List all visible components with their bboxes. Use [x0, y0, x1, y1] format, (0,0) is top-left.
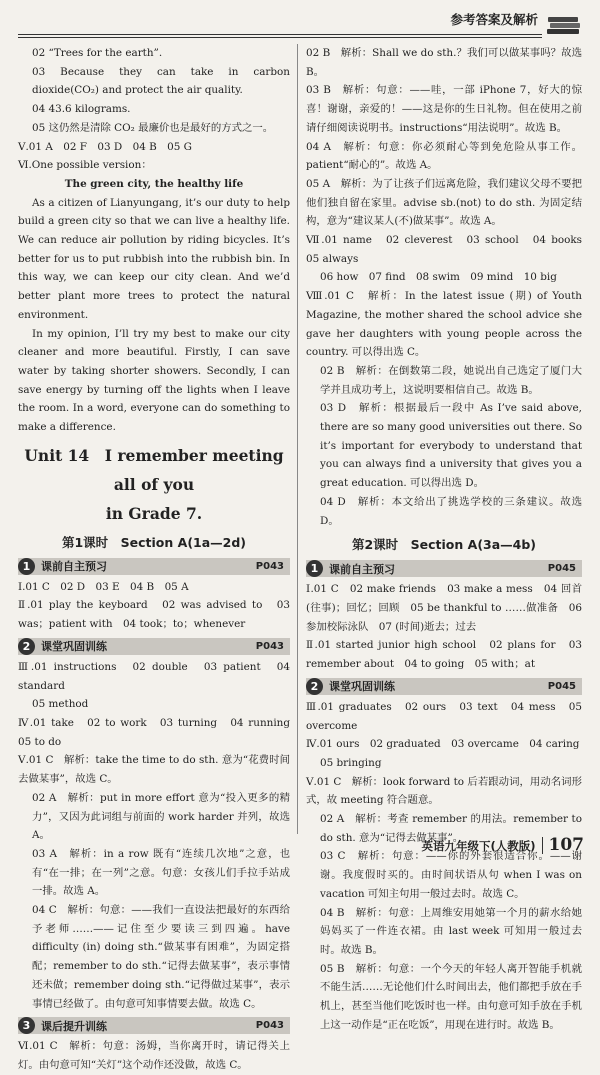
answer-line: Ⅰ.01 C 02 D 03 E 04 B 05 A — [18, 580, 189, 593]
answer-line: 04 D 解析：本文给出了挑选学校的三条建议。故选 D。 — [320, 495, 582, 527]
book-stack-icon — [546, 14, 582, 36]
unit-title-line-1: Unit 14 I remember meeting all of you — [24, 445, 284, 494]
answer-line: 06 how 07 find 08 swim 09 mind 10 big — [320, 271, 557, 284]
section-bar-classroom — [306, 678, 582, 695]
section-label: 课堂巩固训练 — [41, 640, 107, 654]
answer-line: 03 D 解析：根据最后一段中 As I’ve said above, there are so many good universities out there. So it’s important for everybody to understand that you can always find a university that gives you a great education. 可以得出选 D。 — [320, 402, 582, 490]
header-title: 参考答案及解析 — [450, 12, 538, 27]
answer-line: 03 Because they can take in carbon dioxide(CO₂) and protect the air quality. — [32, 65, 290, 97]
answer-line: 04 C 解析：句意：——我们一直设法把最好的东西给予老师……——记住至少要读三到四遍。have difficulty (in) doing sth.“做某事有困难”，为固定搭配；remember to do sth.“记得去做某事”，表示事情还未做；remember doing sth.“记得做过某事”，表示事情已经做了。由句意可知事情要去做。故选 C。 — [32, 904, 290, 1010]
section-bar-preview — [18, 558, 290, 575]
section-label: 课前自主预习 — [41, 560, 107, 574]
unit-title — [18, 441, 290, 528]
section-number: 2 — [306, 678, 323, 695]
section-bar-preview — [306, 560, 582, 577]
answer-line: 02 A 解析：put in more effort 意为“投入更多的精力”，又因为此词组与前面的 work harder 并列，故选 A。 — [32, 791, 290, 842]
answer-line: Ⅵ.01 C 解析：句意：汤姆，当你离开时，请记得关上灯。由句意可知“关灯”这个动作还没做，故选 C。 — [18, 1040, 290, 1071]
essay-paragraph: In my opinion, I’ll try my best to make our city cleaner and more beautiful. Firstly, I can save water by taking shorter showers. Secondly, I can save energy by turning off the lights when I leave the room. In a word, everyone can do something to make a difference. — [18, 327, 290, 434]
answer-line: Ⅴ.01 C 解析：take the time to do sth. 意为“花费时间去做某事”，故选 C。 — [18, 754, 290, 786]
answer-line: 05 bringing — [320, 756, 382, 769]
section-page-ref: P043 — [255, 640, 284, 652]
section-label: 课前自主预习 — [329, 562, 395, 576]
page-number: 107 — [542, 837, 585, 854]
header-rule — [18, 34, 542, 35]
answer-line: 02 B 解析：在倒数第二段，她说出自己选定了厦门大学并且成功考上，这说明要相信自己。故选 B。 — [320, 364, 582, 396]
answer-line: 04 B 解析：句意：上周维安用她第一个月的薪水给她妈妈买了一件连衣裙。由 last week 可知用一般过去时。故选 B。 — [320, 906, 582, 956]
section-bar-after-class — [18, 1017, 290, 1034]
section-label: 课后提升训练 — [41, 1019, 107, 1033]
section-label: 课堂巩固训练 — [329, 680, 395, 694]
section-page-ref: P045 — [547, 680, 576, 692]
section-page-ref: P043 — [255, 560, 284, 572]
lesson-title: 第1课时 Section A(1a—2d) — [61, 534, 247, 550]
section-number: 1 — [306, 560, 323, 577]
answer-line: Ⅳ.01 ours 02 graduated 03 overcame 04 caring — [306, 738, 580, 751]
answer-line: Ⅲ.01 graduates 02 ours 03 text 04 mess 05 overcome — [306, 700, 582, 732]
essay-title: The green city, the healthy life — [64, 177, 244, 190]
answer-line: 02 B 解析：Shall we do sth.？我们可以做某事吗？故选 B。 — [306, 47, 582, 78]
answer-line: 05 这仍然是清除 CO₂ 最廉价也是最好的方式之一。 — [32, 121, 274, 134]
answers-block-a — [18, 44, 290, 175]
column-divider — [297, 44, 298, 834]
section-number: 3 — [18, 1017, 35, 1034]
answer-line: 04 A 解析：句意：你必须耐心等到免危险从事工作。patient“耐心的”。故选 A。 — [306, 140, 582, 172]
answer-line: Ⅲ.01 instructions 02 double 03 patient 04 standard — [18, 660, 290, 692]
lesson-title: 第2课时 Section A(3a—4b) — [351, 537, 537, 553]
answer-line: Ⅶ.01 name 02 cleverest 03 school 04 books 05 always — [306, 234, 593, 265]
answer-line: 03 A 解析：in a row 既有“连续几次地”之意，也有“在一排；在一列”之意。句意：女孩儿们手拉手站成一排。故选 A。 — [32, 847, 290, 898]
unit-title-line-2: in Grade 7. — [105, 503, 203, 523]
answer-line: Ⅱ.01 play the keyboard 02 was advised to 03 was；patient with 04 took；to；whenever — [18, 599, 290, 631]
answer-line: 05 A 解析：为了让孩子们远离危险，我们建议父母不要把他们独自留在家里。advise sb.(not) to do sth. 为固定结构，意为“建议某人(不)做某事”。故选 A。 — [306, 177, 582, 228]
right-column — [306, 44, 593, 1034]
answer-line: 05 method — [32, 698, 89, 711]
answer-line: 03 B 解析：句意：——哇，一部 iPhone 7，好大的惊喜！谢谢，亲爱的！——这是你的生日礼物。但在使用之前请仔细阅读说明书。instructions“用法说明”。故选 B。 — [306, 84, 582, 134]
answer-line: 05 B 解析：句意：一个今天的年轻人离开智能手机就不能生活……无论他们什么时间出去，他们都把手放在手机上，甚至当他们吃饭时也一样。由句意可知手放在手机上这一动作是“正在吃饭”，用现在进行时。故选 B。 — [320, 962, 582, 1031]
section-page-ref: P045 — [547, 563, 576, 575]
answer-line: 04 43.6 kilograms. — [32, 103, 131, 116]
essay-paragraph: As a citizen of Lianyungang, it’s our duty to help build a green city so that we can live a healthy life. We can reduce air pollution by riding bicycles. It’s better for us to put rubbish into the rubbish bin. In this way, we can keep our city clean. And we’d better plant more trees to protect the natural environment. — [18, 196, 290, 321]
answer-line: Ⅴ.01 C 解析：look forward to 后若跟动词，用动名词形式，故 meeting 符合题意。 — [306, 775, 582, 807]
answer-line: Ⅴ.01 A 02 F 03 D 04 B 05 G — [18, 140, 192, 153]
answer-line: Ⅱ.01 started junior high school 02 plans for 03 remember about 04 to going 05 with；at — [306, 639, 582, 671]
footer-book-title: 英语九年级下(人教版) — [421, 839, 536, 853]
answer-line: Ⅵ.One possible version： — [18, 159, 152, 172]
section-number: 1 — [18, 558, 35, 575]
header-rule-double — [18, 37, 542, 38]
answer-line: Ⅳ.01 take 02 to work 03 turning 04 running 05 to do — [18, 716, 301, 748]
answer-line: 03 C 解析：句意：——你的外套很适合你。——谢谢。我度假时买的。由时间状语从句 when I was on vacation 可知主句用一般过去时。故选 C。 — [320, 850, 582, 900]
answer-line: Ⅷ.01 C 解析：In the latest issue (期) of Youth Magazine, the mother shared the school advice she gave her daughters with young people across the country. 可以得出选 C。 — [306, 290, 582, 359]
left-column — [18, 44, 301, 1075]
answer-line: Ⅰ.01 C 02 make friends 03 make a mess 04 回首(往事)；回忆；回顾 05 be thankful to ……做准备 06 参加校际泳队 07 (时间)逝去；过去 — [306, 583, 582, 633]
section-bar-classroom — [18, 638, 290, 655]
section-page-ref: P043 — [255, 1020, 284, 1032]
page-footer — [421, 837, 584, 854]
page-header — [0, 0, 600, 40]
section-number: 2 — [18, 638, 35, 655]
answer-line: 02 “Trees for the earth”. — [32, 47, 163, 59]
answer-line: 02 A 解析：考查 remember 的用法。remember to do sth. 意为“记得去做某事”。 — [320, 813, 582, 844]
